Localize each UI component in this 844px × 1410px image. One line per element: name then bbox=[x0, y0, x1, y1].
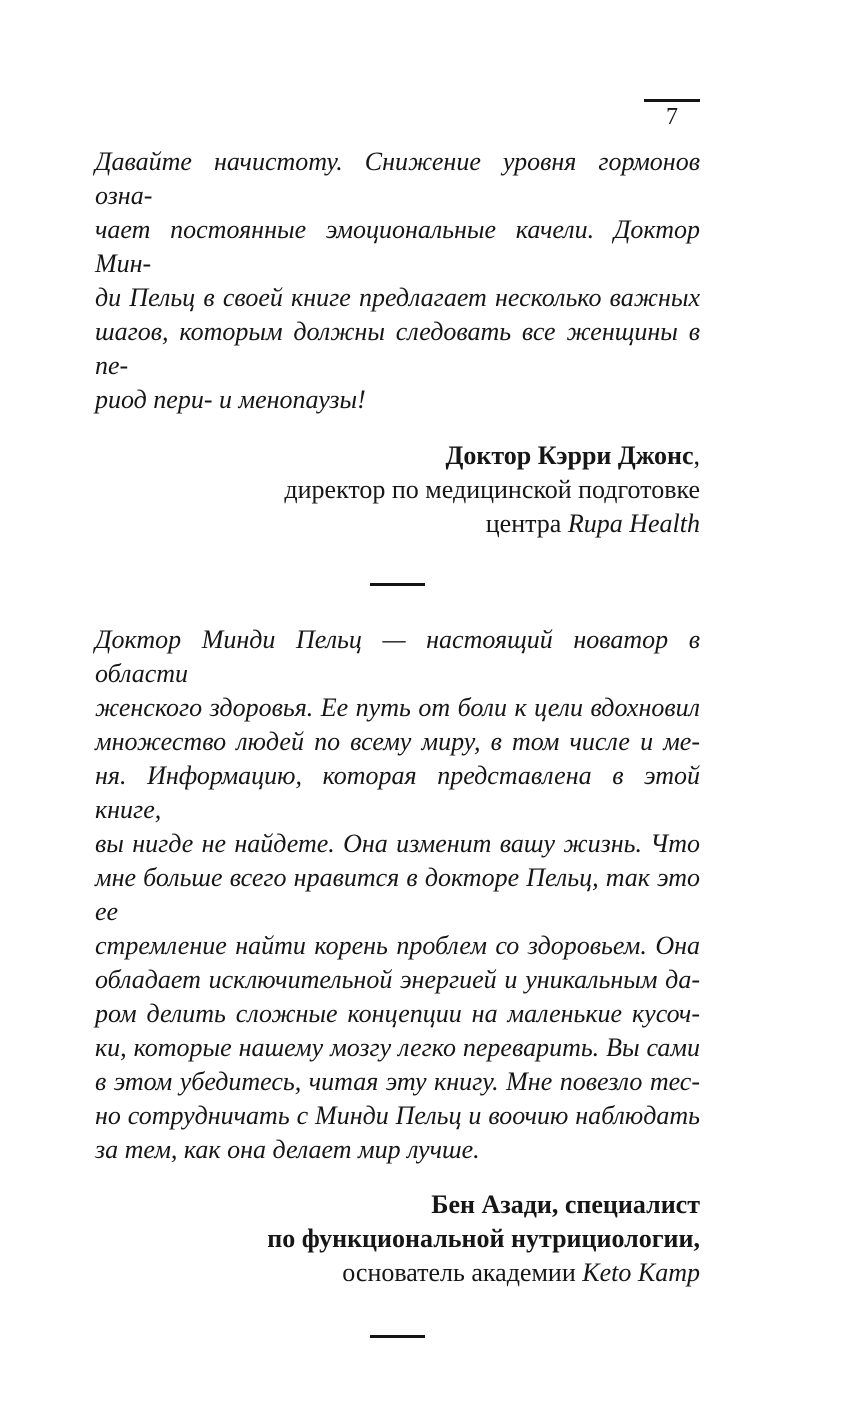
organization-prefix: основатель академии bbox=[342, 1258, 583, 1287]
testimonial-quote-2 bbox=[95, 623, 700, 1167]
quote-line: риод пери- и менопаузы! bbox=[95, 385, 366, 414]
attribution-ben-azadi bbox=[95, 1188, 700, 1290]
attribution-organization bbox=[95, 1256, 700, 1290]
attribution-name: Доктор Кэрри Джонс bbox=[445, 441, 694, 470]
quote-line: ром делить сложные концепции на маленькие кусоч- bbox=[95, 999, 700, 1028]
organization-prefix: центра bbox=[485, 509, 568, 538]
quote-line: обладает исключительной энергией и уникальным да- bbox=[95, 965, 700, 994]
section-divider bbox=[370, 583, 425, 586]
quote-line: ня. Информацию, которая представлена в этой книге, bbox=[95, 761, 700, 824]
quote-line: чает постоянные эмоциональные качели. Доктор Мин- bbox=[95, 215, 700, 278]
quote-line: множество людей по всему миру, в том числе и ме- bbox=[95, 727, 700, 756]
page-number-block bbox=[644, 99, 700, 130]
quote-line: Доктор Минди Пельц — настоящий новатор в области bbox=[95, 625, 700, 688]
quote-line: в этом убедитесь, читая эту книгу. Мне повезло тес- bbox=[95, 1067, 700, 1096]
quote-line: ки, которые нашему мозгу легко переварить. Вы сами bbox=[95, 1033, 700, 1062]
attribution-name-line bbox=[95, 439, 700, 473]
section-divider bbox=[370, 1335, 425, 1338]
page-number-rule bbox=[644, 99, 700, 102]
quote-line: за тем, как она делает мир лучше. bbox=[95, 1135, 480, 1164]
book-page-content bbox=[95, 99, 700, 1338]
attribution-name-line: Бен Азади, специалист bbox=[431, 1190, 700, 1219]
attribution-role: директор по медицинской подготовке bbox=[284, 475, 700, 504]
quote-line: мне больше всего нравится в докторе Пельц, так это ее bbox=[95, 863, 700, 926]
quote-line: но сотрудничать с Минди Пельц и воочию наблюдать bbox=[95, 1101, 700, 1130]
attribution-name-line: по функциональной нутрициологии, bbox=[267, 1224, 700, 1253]
page-header bbox=[95, 99, 700, 130]
page-number: 7 bbox=[666, 104, 678, 130]
attribution-carrie-jones bbox=[95, 439, 700, 541]
organization-name: Rupa Health bbox=[567, 509, 700, 538]
attribution-name-comma: , bbox=[693, 441, 700, 470]
quote-line: женского здоровья. Ее путь от боли к цели вдохновил bbox=[95, 693, 700, 722]
quote-line: Давайте начистоту. Снижение уровня гормонов озна- bbox=[95, 147, 700, 210]
quote-line: шагов, которым должны следовать все женщины в пе- bbox=[95, 317, 700, 380]
quote-line: стремление найти корень проблем со здоровьем. Она bbox=[95, 931, 700, 960]
quote-line: ди Пельц в своей книге предлагает несколько важных bbox=[95, 283, 700, 312]
quote-line: вы нигде не найдете. Она изменит вашу жизнь. Что bbox=[95, 829, 700, 858]
attribution-organization bbox=[95, 507, 700, 541]
organization-name: Keto Kamp bbox=[582, 1258, 700, 1287]
testimonial-quote-1 bbox=[95, 145, 700, 417]
